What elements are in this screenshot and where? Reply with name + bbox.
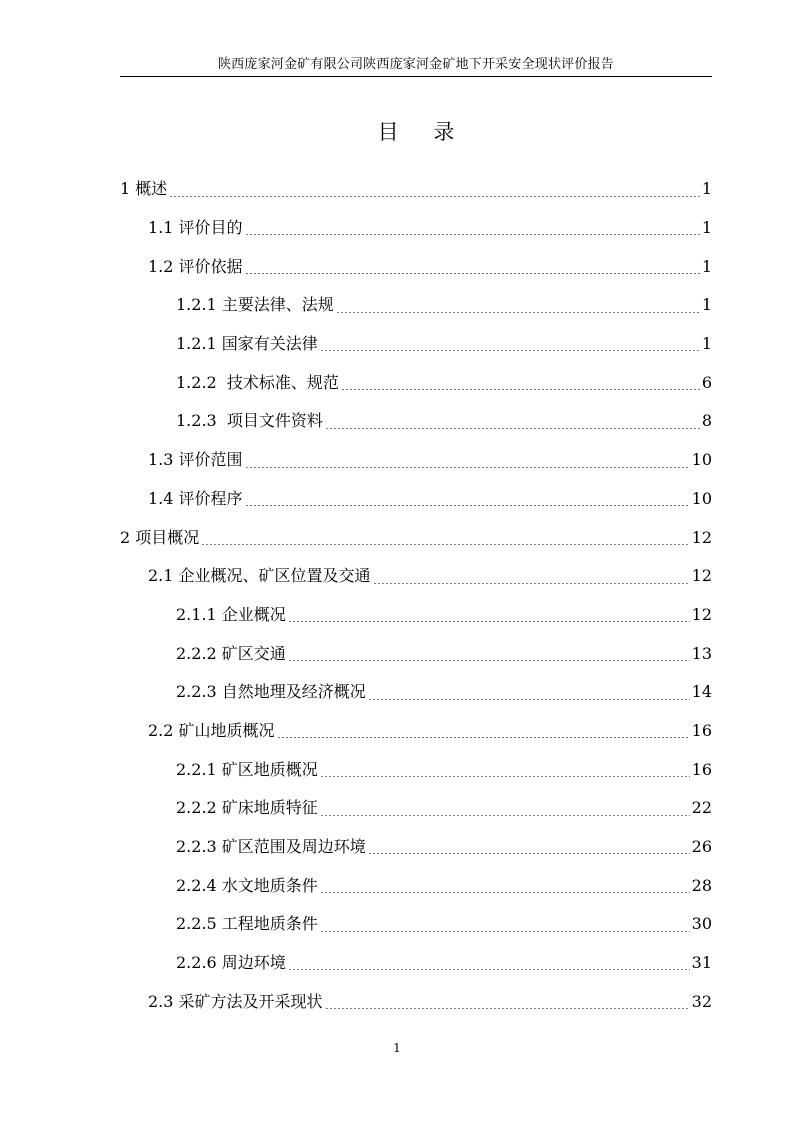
toc-entry[interactable] — [120, 286, 712, 325]
dot-leader — [341, 389, 700, 390]
toc-entry-label: 2.2.5 工程地质条件 — [176, 914, 318, 934]
toc-entry-label: 2.2.4 水文地质条件 — [176, 875, 318, 895]
toc-entry-page: 1 — [701, 179, 712, 199]
toc-entry-label: 2.2 矿山地质概况 — [148, 720, 275, 740]
toc-entry-page: 31 — [691, 953, 712, 973]
toc-entry-page: 10 — [691, 488, 712, 508]
toc-entry-page: 13 — [691, 643, 712, 663]
dot-leader — [169, 196, 700, 197]
toc-entry-page: 32 — [691, 991, 712, 1011]
dot-leader — [320, 931, 690, 932]
toc-entry[interactable] — [120, 557, 712, 596]
toc-entry[interactable] — [120, 673, 712, 712]
dot-leader — [373, 583, 690, 584]
toc-entry-label: 2.2.1 矿区地质概况 — [176, 759, 318, 779]
toc-entry-label: 1.3 评价范围 — [148, 450, 243, 470]
dot-leader — [320, 892, 690, 893]
toc-entry-label: 1.4 评价程序 — [148, 488, 243, 508]
toc-entry-label: 2 项目概况 — [120, 527, 200, 547]
toc-entry-page: 12 — [691, 527, 712, 547]
toc-entry-page: 14 — [691, 682, 712, 702]
toc-entry-label: 1 概述 — [120, 179, 168, 199]
toc-entry[interactable] — [120, 944, 712, 983]
table-of-contents — [120, 170, 712, 1021]
toc-entry-page: 16 — [691, 759, 712, 779]
toc-entry[interactable] — [120, 828, 712, 867]
toc-entry-page: 1 — [701, 334, 712, 354]
dot-leader — [245, 467, 690, 468]
toc-entry-page: 12 — [691, 604, 712, 624]
toc-entry-label: 1.2.1 主要法律、法规 — [176, 295, 334, 315]
toc-entry-label: 2.2.6 周边环境 — [176, 953, 286, 973]
dot-leader — [320, 815, 690, 816]
dot-leader — [245, 234, 700, 235]
dot-leader — [368, 699, 690, 700]
toc-entry[interactable] — [120, 789, 712, 828]
toc-entry[interactable] — [120, 170, 712, 209]
toc-entry-label: 2.1 企业概况、矿区位置及交通 — [148, 566, 371, 586]
toc-entry-page: 1 — [701, 218, 712, 238]
toc-entry-page: 22 — [691, 798, 712, 818]
toc-entry-page: 26 — [691, 837, 712, 857]
toc-entry-page: 16 — [691, 720, 712, 740]
toc-entry-label: 1.1 评价目的 — [148, 218, 243, 238]
toc-entry[interactable] — [120, 325, 712, 364]
toc-entry-label: 2.2.3 矿区范围及周边环境 — [176, 837, 366, 857]
toc-entry-page: 1 — [701, 295, 712, 315]
toc-entry-page: 8 — [701, 411, 712, 431]
toc-entry-label: 2.2.2 矿床地质特征 — [176, 798, 318, 818]
toc-entry-page: 12 — [691, 566, 712, 586]
toc-entry[interactable] — [120, 634, 712, 673]
dot-leader — [325, 1008, 690, 1009]
toc-entry[interactable] — [120, 866, 712, 905]
toc-entry[interactable] — [120, 209, 712, 248]
dot-leader — [288, 621, 690, 622]
toc-entry[interactable] — [120, 363, 712, 402]
toc-entry-page: 30 — [691, 914, 712, 934]
toc-entry-label: 2.3 采矿方法及开采现状 — [148, 991, 323, 1011]
toc-entry[interactable] — [120, 402, 712, 441]
toc-entry-label: 1.2.2 技术标准、规范 — [176, 372, 339, 392]
toc-entry[interactable] — [120, 518, 712, 557]
dot-leader — [320, 350, 700, 351]
header-rule — [120, 76, 712, 77]
toc-title: 目 录 — [377, 120, 469, 144]
dot-leader — [245, 505, 690, 506]
dot-leader — [288, 660, 690, 661]
toc-entry[interactable] — [120, 596, 712, 635]
running-header: 陕西庞家河金矿有限公司陕西庞家河金矿地下开采安全现状评价报告 — [217, 57, 614, 72]
dot-leader — [245, 273, 700, 274]
dot-leader — [288, 969, 690, 970]
toc-entry-label: 2.2.2 矿区交通 — [176, 643, 286, 663]
toc-entry-page: 1 — [701, 256, 712, 276]
page-number: 1 — [393, 1041, 401, 1055]
toc-entry-label: 1.2 评价依据 — [148, 256, 243, 276]
toc-entry-label: 2.1.1 企业概况 — [176, 604, 286, 624]
dot-leader — [336, 312, 700, 313]
toc-entry-page: 6 — [701, 372, 712, 392]
toc-entry[interactable] — [120, 247, 712, 286]
toc-entry-label: 1.2.3 项目文件资料 — [176, 411, 323, 431]
dot-leader — [320, 776, 690, 777]
toc-entry-label: 1.2.1 国家有关法律 — [176, 334, 318, 354]
dot-leader — [201, 544, 689, 545]
toc-entry[interactable] — [120, 712, 712, 751]
toc-entry[interactable] — [120, 480, 712, 519]
dot-leader — [277, 737, 690, 738]
dot-leader — [325, 428, 700, 429]
toc-entry-page: 28 — [691, 875, 712, 895]
toc-entry-page: 10 — [691, 450, 712, 470]
toc-entry[interactable] — [120, 905, 712, 944]
toc-entry-label: 2.2.3 自然地理及经济概况 — [176, 682, 366, 702]
toc-entry[interactable] — [120, 441, 712, 480]
toc-entry[interactable] — [120, 982, 712, 1021]
dot-leader — [368, 853, 690, 854]
toc-entry[interactable] — [120, 750, 712, 789]
